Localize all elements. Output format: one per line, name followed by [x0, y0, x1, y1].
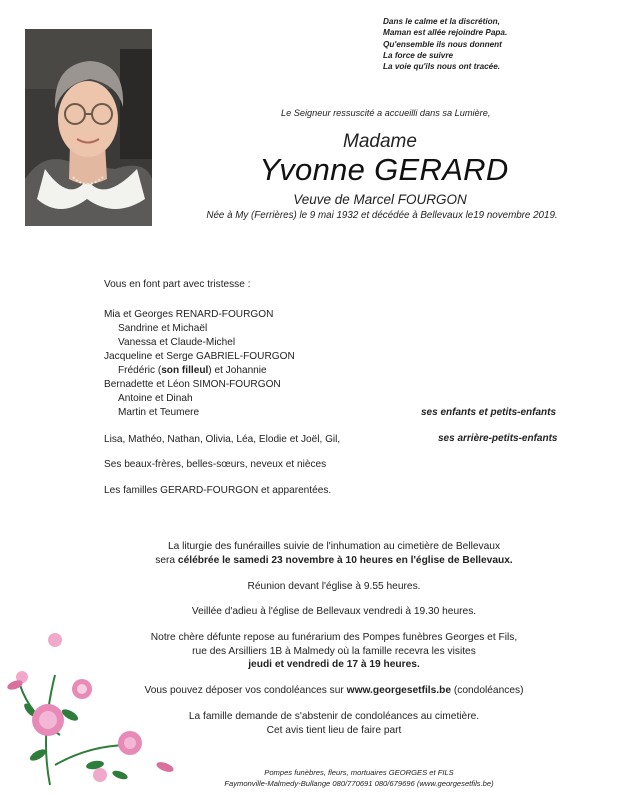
family-line: Vanessa et Claude-Michel — [118, 337, 236, 348]
poem-line: Maman est allée rejoindre Papa. — [383, 28, 508, 38]
poem-line: Dans le calme et la discrétion, — [383, 17, 500, 26]
role-great-grandchildren: ses arrière-petits-enfants — [438, 433, 558, 444]
abstain-line: La famille demande de s'abstenir de condoléances au cimetière. — [188, 711, 480, 722]
poem-line: La force de suivre — [383, 50, 454, 60]
ceremony-text: sera — [155, 554, 178, 566]
resting-line: rue des Arsilliers 1B à Malmedy où la famille recevra les visites — [192, 645, 476, 657]
family-line: Bernadette et Léon SIMON-FOURGON — [104, 379, 281, 390]
honorific: Madame — [343, 131, 417, 152]
in-laws-line: Ses beaux-frères, belles-sœurs, neveux et nièces — [104, 459, 327, 470]
ceremony-block — [0, 540, 626, 567]
religious-quote: Le Seigneur ressuscité a accueilli dans sa Lumière, — [281, 108, 491, 118]
flowers-decoration — [0, 615, 200, 800]
family-text: Frédéric ( — [118, 365, 162, 376]
family-text: ) et Johannie — [208, 365, 267, 376]
birth-death-line: Née à My (Ferrières) le 9 mai 1932 et décédée à Bellevaux le19 novembre 2019. — [206, 210, 558, 221]
notice-line: Cet avis tient lieu de faire part — [266, 724, 402, 736]
poem — [383, 16, 507, 72]
family-line: Martin et Teumere — [118, 407, 200, 418]
families-line: Les familles GERARD-FOURGON et apparentées. — [104, 485, 332, 496]
poem-line: Qu'ensemble ils nous donnent — [383, 39, 502, 49]
great-grandchildren: Lisa, Mathéo, Nathan, Olivia, Léa, Elodie et Joël, Gil, — [104, 434, 341, 445]
family-line: Mia et Georges RENARD-FOURGON — [104, 309, 274, 320]
widow-of: Veuve de Marcel FOURGON — [293, 192, 467, 207]
godson-label: son filleul — [161, 365, 209, 376]
deceased-name: Yvonne GERARD — [259, 152, 509, 187]
condolences-link[interactable]: www.georgesetfils.be — [346, 685, 452, 696]
ceremony-line — [0, 554, 626, 568]
role-children: ses enfants et petits-enfants — [421, 407, 557, 418]
meeting-line: Réunion devant l'église à 9.55 heures. — [247, 581, 421, 592]
family-list — [104, 308, 295, 420]
resting-line: Notre chère défunte repose au funérarium des Pompes funèbres Georges et Fils, — [150, 632, 518, 643]
announce-line: Vous en font part avec tristesse : — [104, 279, 251, 290]
footer-line: Pompes funèbres, fleurs, mortuaires GEORGES et FILS — [264, 768, 454, 777]
ceremony-date: célébrée le samedi 23 novembre à 10 heures en l'église de Bellevaux. — [177, 554, 513, 566]
poem-line: La voie qu'ils nous ont tracée. — [383, 62, 501, 72]
footer-line: Faymonville-Malmedy-Bullange 080/770691 080/679696 (www.georgesetfils.be) — [224, 779, 494, 788]
condolences-text: (condoléances) — [451, 685, 524, 696]
family-line: Antoine et Dinah — [118, 393, 193, 404]
vigil-line: Veillée d'adieu à l'église de Bellevaux vendredi à 19.30 heures. — [191, 606, 477, 617]
family-line: Jacqueline et Serge GABRIEL-FOURGON — [104, 351, 295, 362]
ceremony-line: La liturgie des funérailles suivie de l'inhumation au cimetière de Bellevaux — [167, 541, 501, 552]
family-line: Sandrine et Michaël — [118, 323, 208, 334]
condolences-text: Vous pouvez déposer vos condoléances sur — [144, 685, 347, 696]
family-line — [104, 364, 295, 378]
visiting-hours-text: jeudi et vendredi de 17 à 19 heures. — [248, 659, 420, 670]
